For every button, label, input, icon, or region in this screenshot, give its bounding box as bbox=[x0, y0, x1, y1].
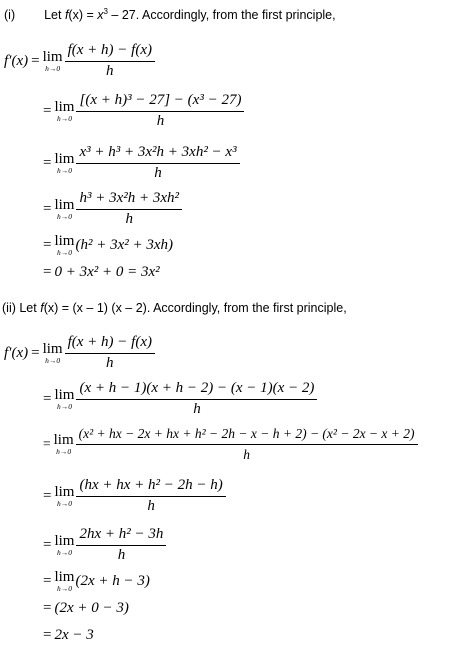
part2-step7: = (2x + 0 − 3) bbox=[43, 600, 129, 616]
part2-intro: (ii) Let f(x) = (x – 1) (x – 2). Accordingly, from the first principle, bbox=[2, 301, 347, 315]
limit-operator: lim h→0 bbox=[54, 233, 75, 257]
part1-step3: = lim h→0 $\frac{\text{x³ + h³ + 3x²h + 3xh² − x³}}{h}$ bbox=[40, 144, 241, 182]
limit-operator: lim h→0 bbox=[53, 431, 74, 456]
part2-step8: = 2x − 3 bbox=[43, 627, 94, 643]
limit-operator: lim h→0 bbox=[54, 569, 75, 593]
fraction: $\frac{\text{x³ + h³ + 3x²h + 3xh² − x³}}{h}$ bbox=[76, 144, 239, 182]
fraction: $\frac{\text{(hx + hx + h² − 2h − h)}}{h}$ bbox=[76, 477, 225, 515]
part1-step6: = 0 + 3x² + 0 = 3x² bbox=[43, 264, 160, 280]
part1-step1: f′(x) = lim h→0 $\frac{f(x + h) - f(x)}{h}$ bbox=[4, 42, 156, 80]
part2-step1: f′(x) = lim h→0 $\frac{f(x + h) - f(x)}{h}$ bbox=[4, 334, 156, 372]
part2-step6: = lim h→0 (2x + h − 3) bbox=[43, 569, 150, 593]
part2-step4: = lim h→0 $\frac{\text{(hx + hx + h² − 2h − h)}}{h}$ bbox=[40, 477, 227, 515]
fraction: $\frac{(x + h - 1)(x + h - 2) - (x - 1)(x - 2)}{h}$ bbox=[76, 380, 317, 418]
part1-step4: = lim h→0 $\frac{\text{h³ + 3x²h + 3xh²}}{h}$ bbox=[40, 190, 183, 228]
part1-label: (i) bbox=[4, 8, 16, 22]
limit-operator: lim h→0 bbox=[54, 150, 75, 175]
part2-step5: = lim h→0 $\frac{\text{2hx + h² − 3h}}{h}$ bbox=[40, 526, 167, 564]
fraction: $\frac{\text{2hx + h² − 3h}}{h}$ bbox=[76, 526, 166, 564]
derivative-lhs: f′(x) bbox=[4, 344, 29, 361]
limit-operator: lim h→0 bbox=[54, 98, 75, 123]
limit-operator: lim h→0 bbox=[54, 196, 75, 221]
part2-step3: = lim h→0 (x² + hx − 2x + hx + h² − 2h − x − h + 2) − (x² − 2x − x + 2) h bbox=[40, 425, 419, 463]
limit-operator: lim h→0 bbox=[42, 48, 63, 73]
limit-operator: lim h→0 bbox=[54, 483, 75, 508]
limit-operator: lim h→0 bbox=[54, 386, 75, 411]
part1-intro: (i) Let $f(x) = x^3 - 27$. Accordingly, from the first principle, bbox=[4, 7, 336, 22]
fraction: (x² + hx − 2x + hx + h² − 2h − x − h + 2) − (x² − 2x − x + 2) h bbox=[76, 425, 418, 463]
fraction: $\frac{\text{h³ + 3x²h + 3xh²}}{h}$ bbox=[76, 190, 182, 228]
part1-step2: = lim h→0 $\frac{\text{[(x + h)³ − 27] − (x³ − 27)}}{h}$ bbox=[40, 92, 245, 130]
part2-step2: = lim h→0 $\frac{(x + h - 1)(x + h - 2) - (x - 1)(x - 2)}{h}$ bbox=[40, 380, 318, 418]
derivative-lhs: f′(x) bbox=[4, 52, 29, 69]
fraction: $\frac{\text{[(x + h)³ − 27] − (x³ − 27)}}{h}$ bbox=[76, 92, 244, 130]
fraction: $\frac{f(x + h) - f(x)}{h}$ bbox=[65, 42, 155, 80]
limit-operator: lim h→0 bbox=[42, 340, 63, 365]
limit-operator: lim h→0 bbox=[54, 532, 75, 557]
fraction: $\frac{f(x + h) - f(x)}{h}$ bbox=[65, 334, 155, 372]
part1-step5: = lim h→0 (h² + 3x² + 3xh) bbox=[43, 233, 174, 257]
